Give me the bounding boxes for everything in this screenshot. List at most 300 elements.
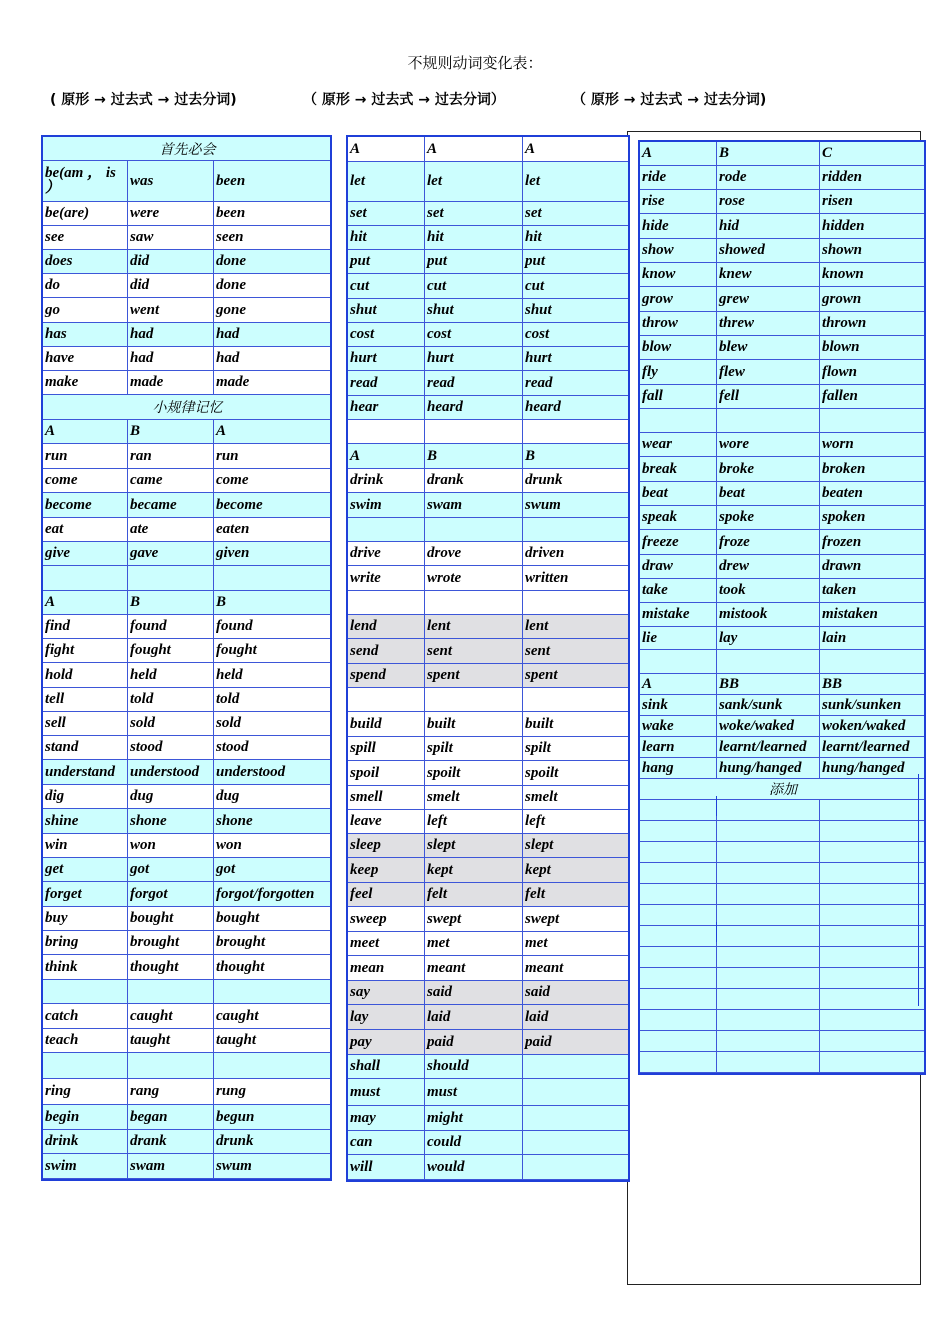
table-row <box>640 239 924 263</box>
verb-past-participle: brought <box>214 931 330 955</box>
verb-past-tense: drank <box>128 1130 214 1154</box>
table-row <box>43 809 330 834</box>
table-row <box>640 968 924 989</box>
table-row <box>348 858 628 883</box>
verb-base-form: do <box>43 274 128 298</box>
table-row <box>348 1030 628 1055</box>
verb-base-form: find <box>43 615 128 639</box>
verb-base-form: smell <box>348 786 425 810</box>
section-label: 小规律记忆 <box>43 395 330 420</box>
verb-past-participle: written <box>523 566 628 591</box>
table-row <box>640 863 924 884</box>
verb-past-tense: must <box>425 1079 523 1106</box>
verb-past-participle: forgot/forgotten <box>214 882 330 907</box>
verb-table-2 <box>346 135 630 1182</box>
table-row <box>640 842 924 863</box>
verb-past-participle <box>214 566 330 591</box>
verb-base-form: ride <box>640 166 717 190</box>
verb-past-tense: showed <box>717 239 820 263</box>
table-row <box>348 883 628 907</box>
verb-past-participle: seen <box>214 226 330 250</box>
verb-base-form: A <box>640 142 717 166</box>
table-row <box>640 947 924 968</box>
verb-base-form <box>348 688 425 712</box>
verb-past-participle <box>523 518 628 542</box>
verb-past-participle <box>820 1031 924 1052</box>
verb-base-form: tell <box>43 688 128 712</box>
table-row <box>348 1155 628 1180</box>
verb-past-participle <box>523 688 628 712</box>
table-row <box>43 712 330 736</box>
verb-base-form: ring <box>43 1079 128 1105</box>
verb-past-participle: shut <box>523 299 628 323</box>
table-row <box>640 166 924 190</box>
table-row <box>43 663 330 688</box>
verb-past-participle: kept <box>523 858 628 883</box>
table-row <box>640 716 924 737</box>
verb-base-form <box>640 989 717 1010</box>
verb-base-form: drink <box>43 1130 128 1154</box>
table-row <box>640 360 924 385</box>
table-row <box>640 905 924 926</box>
verb-base-form: fly <box>640 360 717 385</box>
table-row <box>43 347 330 371</box>
verb-base-form: read <box>348 371 425 396</box>
verb-base-form: eat <box>43 518 128 542</box>
verb-past-tense: were <box>128 202 214 226</box>
table-row <box>640 263 924 287</box>
verb-past-participle <box>523 1106 628 1131</box>
table-row <box>348 226 628 250</box>
verb-past-participle: been <box>214 161 330 202</box>
verb-past-participle: meant <box>523 956 628 981</box>
verb-past-tense: mistook <box>717 603 820 627</box>
verb-base-form: put <box>348 250 425 274</box>
verb-base-form: A <box>348 137 425 162</box>
table-row <box>640 926 924 947</box>
verb-base-form <box>640 947 717 968</box>
verb-past-participle: sunk/sunken <box>820 695 924 716</box>
verb-base-form: fall <box>640 385 717 409</box>
table-row <box>348 250 628 274</box>
verb-base-form <box>640 650 717 674</box>
verb-past-tense: sent <box>425 639 523 664</box>
table-row <box>348 664 628 688</box>
verb-base-form: buy <box>43 907 128 931</box>
verb-past-participle: told <box>214 688 330 712</box>
verb-past-participle: become <box>214 493 330 518</box>
table-row <box>43 639 330 663</box>
verb-past-tense: beat <box>717 482 820 506</box>
verb-base-form: may <box>348 1106 425 1131</box>
verb-base-form: write <box>348 566 425 591</box>
verb-past-participle: beaten <box>820 482 924 506</box>
verb-past-tense: swept <box>425 907 523 932</box>
verb-base-form: sweep <box>348 907 425 932</box>
verb-past-participle: met <box>523 932 628 956</box>
verb-past-participle: understood <box>214 760 330 785</box>
verb-past-tense: taught <box>128 1029 214 1053</box>
table-row <box>348 444 628 469</box>
verb-past-participle: read <box>523 371 628 396</box>
verb-base-form: come <box>43 469 128 493</box>
grid-rule <box>918 774 919 1006</box>
verb-past-participle: drunk <box>214 1130 330 1154</box>
verb-base-form: know <box>640 263 717 287</box>
verb-base-form: send <box>348 639 425 664</box>
verb-base-form: leave <box>348 810 425 834</box>
verb-past-tense: blew <box>717 336 820 360</box>
verb-past-tense: slept <box>425 834 523 858</box>
verb-past-tense: heard <box>425 396 523 420</box>
verb-base-form: spoil <box>348 761 425 786</box>
verb-past-participle <box>820 409 924 433</box>
verb-past-participle: B <box>214 591 330 615</box>
table-row <box>43 274 330 298</box>
verb-past-tense: let <box>425 162 523 202</box>
verb-past-tense: fought <box>128 639 214 663</box>
table-row <box>43 161 330 202</box>
verb-past-tense: smelt <box>425 786 523 810</box>
verb-base-form: draw <box>640 555 717 579</box>
verb-past-participle: found <box>214 615 330 639</box>
verb-past-participle <box>820 905 924 926</box>
verb-past-tense: hit <box>425 226 523 250</box>
verb-base-form: let <box>348 162 425 202</box>
verb-past-participle: smelt <box>523 786 628 810</box>
table-row <box>43 137 330 161</box>
verb-base-form: be(am ， is ） <box>43 161 128 202</box>
table-row <box>43 591 330 615</box>
table-row <box>348 1005 628 1030</box>
verb-past-participle: cost <box>523 323 628 347</box>
table-row <box>348 162 628 202</box>
verb-base-form: lay <box>348 1005 425 1030</box>
verb-past-tense: went <box>128 298 214 323</box>
verb-past-tense: B <box>128 591 214 615</box>
verb-past-tense <box>717 1031 820 1052</box>
verb-base-form: swim <box>43 1154 128 1179</box>
verb-past-participle <box>523 1131 628 1155</box>
verb-past-tense: forgot <box>128 882 214 907</box>
table-row <box>43 323 330 347</box>
table-row <box>348 1131 628 1155</box>
verb-base-form: sell <box>43 712 128 736</box>
verb-base-form: show <box>640 239 717 263</box>
verb-past-tense: read <box>425 371 523 396</box>
verb-base-form: spend <box>348 664 425 688</box>
column-header-2: （ 原形 → 过去式 → 过去分词） <box>303 92 505 108</box>
verb-past-tense: ran <box>128 444 214 469</box>
verb-past-tense: shut <box>425 299 523 323</box>
verb-past-tense: met <box>425 932 523 956</box>
table-row <box>43 298 330 323</box>
verb-base-form: run <box>43 444 128 469</box>
table-row <box>348 420 628 444</box>
verb-past-tense: grew <box>717 287 820 312</box>
verb-past-participle: paid <box>523 1030 628 1055</box>
verb-past-participle <box>523 1055 628 1079</box>
table-row <box>43 858 330 882</box>
verb-past-participle: dug <box>214 785 330 809</box>
verb-past-tense <box>717 800 820 821</box>
verb-past-participle: taken <box>820 579 924 603</box>
verb-past-tense: laid <box>425 1005 523 1030</box>
table-row <box>348 712 628 737</box>
verb-past-tense: bought <box>128 907 214 931</box>
verb-past-participle <box>214 1053 330 1079</box>
verb-base-form: lend <box>348 615 425 639</box>
verb-past-tense: woke/waked <box>717 716 820 737</box>
verb-base-form: hang <box>640 758 717 779</box>
table-row <box>348 981 628 1005</box>
table-row <box>348 737 628 761</box>
table-row <box>43 518 330 542</box>
verb-past-tense: rose <box>717 190 820 214</box>
table-row <box>640 482 924 506</box>
verb-past-participle: flown <box>820 360 924 385</box>
verb-past-tense: took <box>717 579 820 603</box>
verb-past-participle: lent <box>523 615 628 639</box>
verb-base-form: cost <box>348 323 425 347</box>
verb-base-form <box>640 821 717 842</box>
table-row <box>43 395 330 420</box>
verb-past-tense: brought <box>128 931 214 955</box>
verb-past-participle: hurt <box>523 347 628 371</box>
verb-past-tense: drove <box>425 542 523 566</box>
table-row <box>640 190 924 214</box>
verb-past-participle: begun <box>214 1105 330 1130</box>
verb-past-participle: spent <box>523 664 628 688</box>
verb-past-tense: sold <box>128 712 214 736</box>
verb-past-participle <box>820 968 924 989</box>
table-row <box>43 226 330 250</box>
verb-past-tense: B <box>128 420 214 444</box>
verb-base-form: sink <box>640 695 717 716</box>
verb-past-tense <box>717 1052 820 1073</box>
verb-past-tense: spoke <box>717 506 820 530</box>
table-row <box>640 433 924 457</box>
verb-base-form: dig <box>43 785 128 809</box>
table-row <box>43 1079 330 1105</box>
verb-past-participle: spoilt <box>523 761 628 786</box>
verb-past-participle <box>523 1079 628 1106</box>
table-row <box>348 688 628 712</box>
table-row <box>43 931 330 955</box>
table-row <box>640 1010 924 1031</box>
verb-past-tense <box>717 884 820 905</box>
verb-past-tense <box>717 989 820 1010</box>
table-row <box>640 457 924 482</box>
verb-past-participle <box>820 650 924 674</box>
verb-base-form: see <box>43 226 128 250</box>
table-row <box>348 299 628 323</box>
verb-past-participle: swum <box>523 493 628 518</box>
verb-base-form: hit <box>348 226 425 250</box>
verb-past-tense: fell <box>717 385 820 409</box>
table-row <box>640 530 924 555</box>
verb-base-form: swim <box>348 493 425 518</box>
verb-base-form: spill <box>348 737 425 761</box>
table-row <box>348 371 628 396</box>
verb-past-participle <box>820 800 924 821</box>
table-row <box>43 955 330 980</box>
verb-past-tense: B <box>717 142 820 166</box>
column-header-1: ( 原形 → 过去式 → 过去分词) <box>50 92 237 108</box>
table-row <box>348 542 628 566</box>
verb-past-tense: had <box>128 323 214 347</box>
verb-past-tense: should <box>425 1055 523 1079</box>
table-row <box>348 932 628 956</box>
verb-past-participle <box>523 591 628 615</box>
verb-past-participle: swum <box>214 1154 330 1179</box>
verb-past-tense: said <box>425 981 523 1005</box>
table-row <box>348 1055 628 1079</box>
table-row <box>348 347 628 371</box>
verb-base-form <box>640 863 717 884</box>
verb-past-tense <box>717 947 820 968</box>
verb-base-form: A <box>43 420 128 444</box>
verb-base-form: keep <box>348 858 425 883</box>
verb-base-form <box>348 518 425 542</box>
verb-base-form <box>43 980 128 1004</box>
verb-base-form: begin <box>43 1105 128 1130</box>
section-label: 添加 <box>640 779 924 800</box>
verb-base-form <box>640 926 717 947</box>
table-row <box>348 469 628 493</box>
verb-past-tense <box>717 1010 820 1031</box>
verb-base-form: throw <box>640 312 717 336</box>
table-row <box>43 907 330 931</box>
verb-past-tense: could <box>425 1131 523 1155</box>
verb-past-participle: drunk <box>523 469 628 493</box>
verb-past-participle <box>820 926 924 947</box>
grid-rule <box>716 796 717 816</box>
verb-past-participle: made <box>214 371 330 395</box>
table-row <box>640 650 924 674</box>
verb-base-form: have <box>43 347 128 371</box>
verb-past-tense: spilt <box>425 737 523 761</box>
verb-base-form: mean <box>348 956 425 981</box>
verb-past-tense: made <box>128 371 214 395</box>
verb-base-form: can <box>348 1131 425 1155</box>
verb-past-participle <box>820 947 924 968</box>
verb-base-form: hide <box>640 214 717 239</box>
verb-past-participle: woken/waked <box>820 716 924 737</box>
verb-base-form: freeze <box>640 530 717 555</box>
verb-base-form: sleep <box>348 834 425 858</box>
verb-base-form <box>640 409 717 433</box>
table-row <box>43 444 330 469</box>
verb-past-tense <box>425 591 523 615</box>
table-row <box>348 810 628 834</box>
verb-past-participle: ridden <box>820 166 924 190</box>
verb-past-tense: paid <box>425 1030 523 1055</box>
verb-past-participle <box>820 863 924 884</box>
table-row <box>348 1079 628 1106</box>
verb-past-participle: left <box>523 810 628 834</box>
verb-past-tense: understood <box>128 760 214 785</box>
verb-past-participle: said <box>523 981 628 1005</box>
verb-past-participle: grown <box>820 287 924 312</box>
verb-past-tense <box>128 980 214 1004</box>
verb-base-form: become <box>43 493 128 518</box>
verb-past-tense: became <box>128 493 214 518</box>
verb-past-participle: heard <box>523 396 628 420</box>
verb-past-tense: learnt/learned <box>717 737 820 758</box>
table-row <box>348 202 628 226</box>
verb-past-tense: got <box>128 858 214 882</box>
verb-past-tense: lay <box>717 627 820 650</box>
verb-past-tense: spoilt <box>425 761 523 786</box>
verb-base-form: pay <box>348 1030 425 1055</box>
verb-past-tense: hid <box>717 214 820 239</box>
verb-past-participle: fallen <box>820 385 924 409</box>
verb-past-participle: known <box>820 263 924 287</box>
verb-base-form: teach <box>43 1029 128 1053</box>
verb-past-tense: dug <box>128 785 214 809</box>
verb-base-form: shall <box>348 1055 425 1079</box>
verb-past-participle: A <box>523 137 628 162</box>
table-row <box>348 274 628 299</box>
verb-base-form: make <box>43 371 128 395</box>
verb-past-tense <box>128 1053 214 1079</box>
verb-past-tense: set <box>425 202 523 226</box>
verb-past-tense: felt <box>425 883 523 907</box>
verb-past-tense <box>128 566 214 591</box>
table-row <box>348 518 628 542</box>
table-row <box>640 336 924 360</box>
verb-base-form <box>640 800 717 821</box>
verb-past-tense: spent <box>425 664 523 688</box>
verb-past-participle: let <box>523 162 628 202</box>
verb-past-participle: got <box>214 858 330 882</box>
verb-past-tense: cut <box>425 274 523 299</box>
verb-base-form: think <box>43 955 128 980</box>
verb-past-tense: had <box>128 347 214 371</box>
verb-base-form: win <box>43 834 128 858</box>
table-row <box>43 493 330 518</box>
verb-past-tense <box>717 926 820 947</box>
verb-past-participle: won <box>214 834 330 858</box>
table-row <box>43 420 330 444</box>
verb-base-form: understand <box>43 760 128 785</box>
verb-past-participle <box>523 1155 628 1180</box>
verb-past-participle: stood <box>214 736 330 760</box>
table-row <box>43 760 330 785</box>
verb-base-form: beat <box>640 482 717 506</box>
table-row <box>43 371 330 395</box>
table-row <box>640 737 924 758</box>
verb-past-participle: laid <box>523 1005 628 1030</box>
table-row <box>640 603 924 627</box>
verb-past-participle: set <box>523 202 628 226</box>
verb-base-form: get <box>43 858 128 882</box>
verb-base-form: be(are) <box>43 202 128 226</box>
verb-base-form: forget <box>43 882 128 907</box>
verb-base-form: learn <box>640 737 717 758</box>
table-row <box>640 409 924 433</box>
verb-past-participle: built <box>523 712 628 737</box>
verb-past-tense <box>717 409 820 433</box>
verb-past-participle: slept <box>523 834 628 858</box>
verb-base-form: shine <box>43 809 128 834</box>
verb-past-tense: rang <box>128 1079 214 1105</box>
verb-base-form <box>640 1052 717 1073</box>
verb-past-tense: put <box>425 250 523 274</box>
verb-past-tense <box>425 688 523 712</box>
table-row <box>640 884 924 905</box>
